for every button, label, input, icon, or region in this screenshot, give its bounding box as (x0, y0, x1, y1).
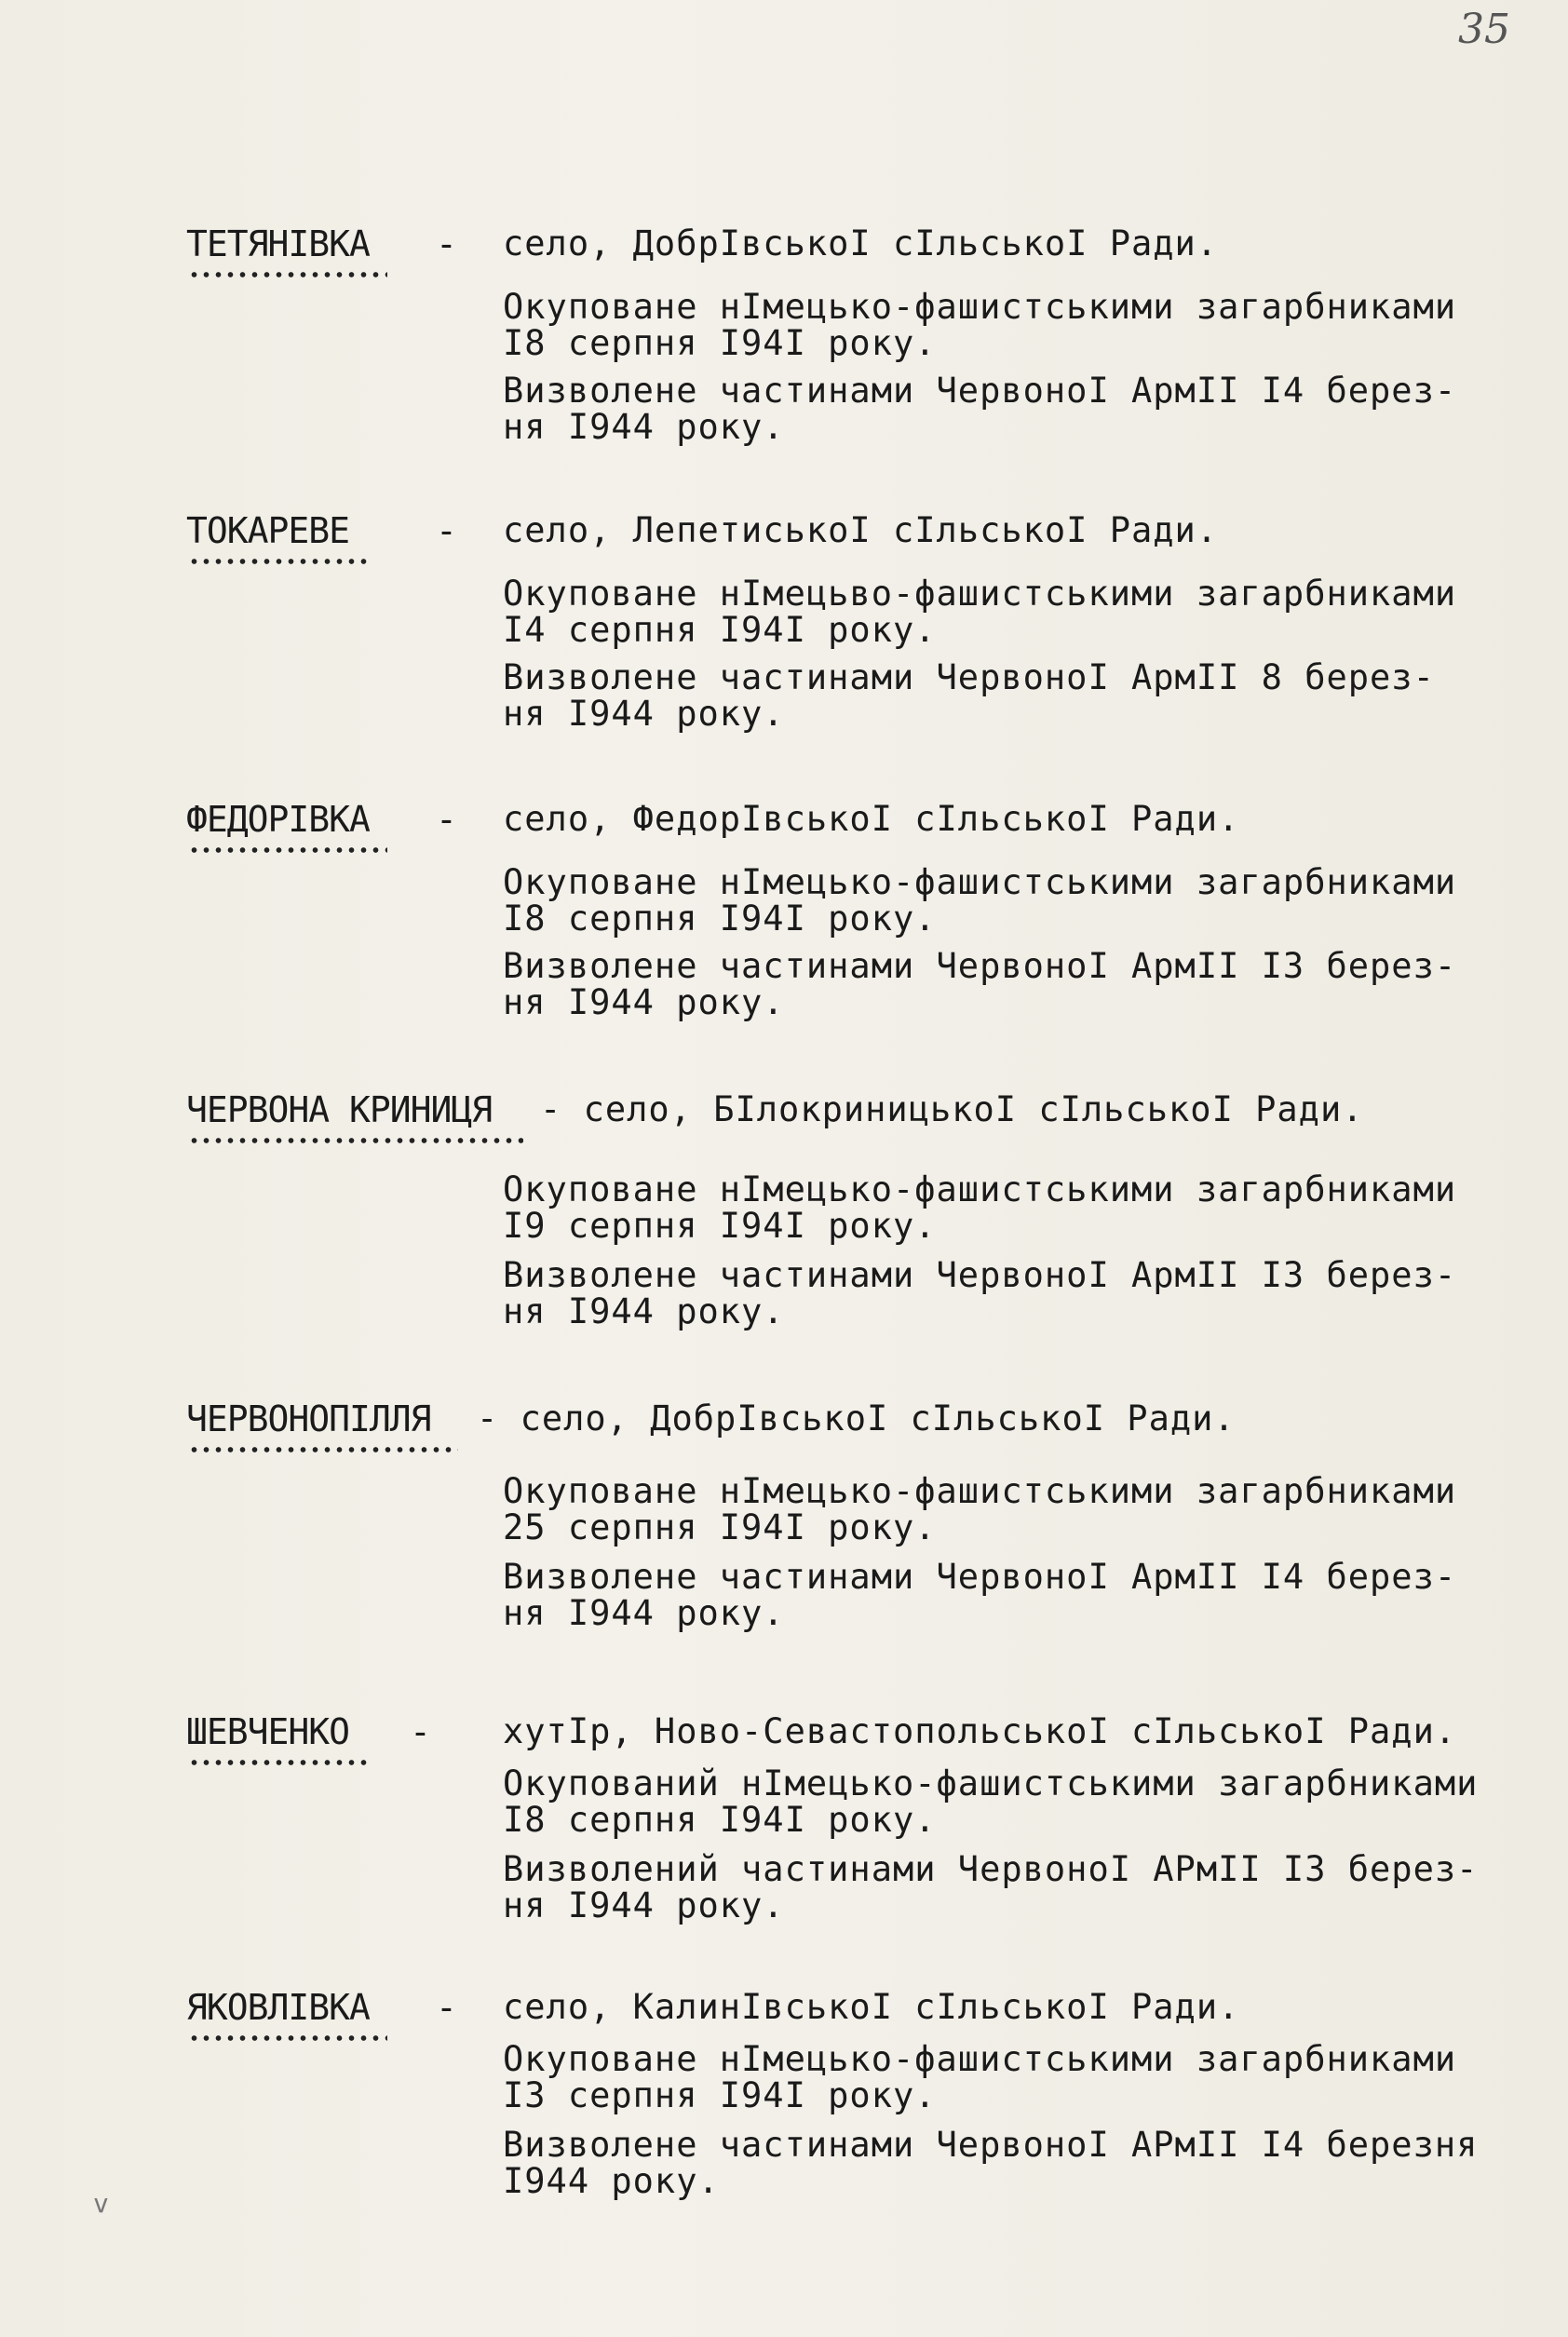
occupied-line-1: Окуповане нІмецько-фашистськими загарбниками (503, 2039, 1457, 2079)
occupied-paragraph (503, 2041, 1568, 2114)
liberated-paragraph (503, 948, 1568, 1020)
name-underline (188, 1445, 458, 1454)
liberated-line-2: ня І944 року. (503, 1885, 785, 1925)
occupied-paragraph (503, 864, 1568, 937)
occupied-line-1: Окупований нІмецько-фашистськими загарбниками (503, 1763, 1479, 1803)
entry-shevchenko (186, 1711, 1546, 1925)
liberated-line-1: Визволене частинами ЧервоноІ АрмІІ І4 берез- (503, 1557, 1457, 1597)
entry-chervona-krynytsia (186, 1089, 1546, 1331)
occupied-line-2: І4 серпня І94І року. (503, 610, 937, 650)
liberated-paragraph (503, 1851, 1568, 1924)
occupied-paragraph (503, 575, 1568, 648)
occupied-paragraph (503, 1765, 1568, 1838)
village-name: ШЕВЧЕНКО (186, 1711, 350, 1752)
page-number: 35 (1458, 6, 1510, 53)
occupied-line-1: Окуповане нІмецько-фашистськими загарбниками (503, 1471, 1457, 1511)
occupied-line-1: Окуповане нІмецьво-фашистськими загарбниками (503, 574, 1457, 614)
entry-chervonopillia (186, 1398, 1546, 1633)
liberated-line-1: Визволене частинами ЧервоноІ АрмІІ 8 берез- (503, 657, 1435, 697)
occupied-line-2: І8 серпня І94І року. (503, 323, 937, 363)
margin-mark: v (93, 2188, 109, 2219)
village-description: хутІр, Ново-СевастопольськоІ сІльськоІ Ради. (503, 1711, 1457, 1751)
village-name: ЧЕРВОНОПІЛЛЯ (186, 1398, 431, 1439)
village-description: село, БІлокриницькоІ сІльськоІ Ради. (583, 1089, 1364, 1129)
dash: - (436, 510, 457, 551)
liberated-paragraph (503, 659, 1568, 732)
dash: - (410, 1711, 431, 1752)
liberated-line-2: ня І944 року. (503, 1291, 785, 1331)
dash: - (436, 1987, 457, 2028)
liberated-paragraph (503, 1257, 1568, 1330)
occupied-paragraph (503, 1473, 1568, 1546)
village-description: село, ФедорІвськоІ сІльськоІ Ради. (503, 799, 1240, 839)
village-name: ФЕДОРІВКА (186, 799, 370, 840)
entry-tetianivka (186, 223, 1546, 447)
dash: - (477, 1398, 499, 1439)
village-name: ТОКАРЕВЕ (186, 510, 350, 551)
village-description: село, ДобрІвськоІ сІльськоІ Ради. (503, 223, 1219, 263)
name-underline (188, 1758, 369, 1767)
village-description: село, ЛепетиськоІ сІльськоІ Ради. (503, 510, 1219, 550)
village-name: ТЕТЯНІВКА (186, 223, 370, 264)
village-name: ЯКОВЛІВКА (186, 1987, 370, 2028)
occupied-line-2: ІЗ серпня І94І року. (503, 2075, 937, 2115)
name-underline (188, 557, 369, 566)
liberated-paragraph (503, 372, 1568, 445)
liberated-line-2: ня І944 року. (503, 694, 785, 734)
liberated-paragraph (503, 2127, 1568, 2199)
dash: - (436, 223, 457, 264)
entry-yakovlivka (186, 1987, 1546, 2201)
liberated-line-2: І944 року. (503, 2161, 720, 2201)
entry-tokareve (186, 510, 1546, 734)
occupied-line-2: І8 серпня І94І року. (503, 898, 937, 939)
liberated-line-2: ня І944 року. (503, 982, 785, 1022)
occupied-line-1: Окуповане нІмецько-фашистськими загарбниками (503, 1169, 1457, 1209)
liberated-line-1: Визволене частинами ЧервоноІ АРмІІ І4 березня (503, 2125, 1479, 2165)
occupied-line-2: І8 серпня І94І року. (503, 1800, 937, 1840)
liberated-line-1: Визволене частинами ЧервоноІ АрмІІ І4 берез- (503, 371, 1457, 411)
liberated-line-2: ня І944 року. (503, 1593, 785, 1633)
liberated-line-2: ня І944 року. (503, 407, 785, 447)
liberated-line-1: Визволене частинами ЧервоноІ АрмІІ ІЗ берез- (503, 946, 1457, 986)
occupied-paragraph (503, 1171, 1568, 1244)
liberated-line-1: Визволений частинами ЧервоноІ АРмІІ ІЗ берез- (503, 1849, 1479, 1889)
dash: - (540, 1089, 562, 1129)
village-description: село, ДобрІвськоІ сІльськоІ Ради. (520, 1398, 1236, 1439)
name-underline (188, 270, 387, 279)
occupied-line-1: Окуповане нІмецько-фашистськими загарбниками (503, 287, 1457, 327)
liberated-paragraph (503, 1559, 1568, 1631)
entry-fedorivka (186, 799, 1546, 1022)
occupied-line-1: Окуповане нІмецько-фашистськими загарбниками (503, 862, 1457, 902)
occupied-line-2: 25 серпня І94І року. (503, 1507, 937, 1547)
name-underline (188, 845, 387, 855)
liberated-line-1: Визволене частинами ЧервоноІ АрмІІ ІЗ берез- (503, 1255, 1457, 1295)
occupied-paragraph (503, 289, 1568, 361)
name-underline (188, 2033, 387, 2043)
name-underline (188, 1136, 523, 1145)
village-description: село, КалинІвськоІ сІльськоІ Ради. (503, 1987, 1240, 2027)
occupied-line-2: І9 серпня І94І року. (503, 1206, 937, 1246)
village-name: ЧЕРВОНА КРИНИЦЯ (186, 1089, 493, 1130)
dash: - (436, 799, 457, 840)
